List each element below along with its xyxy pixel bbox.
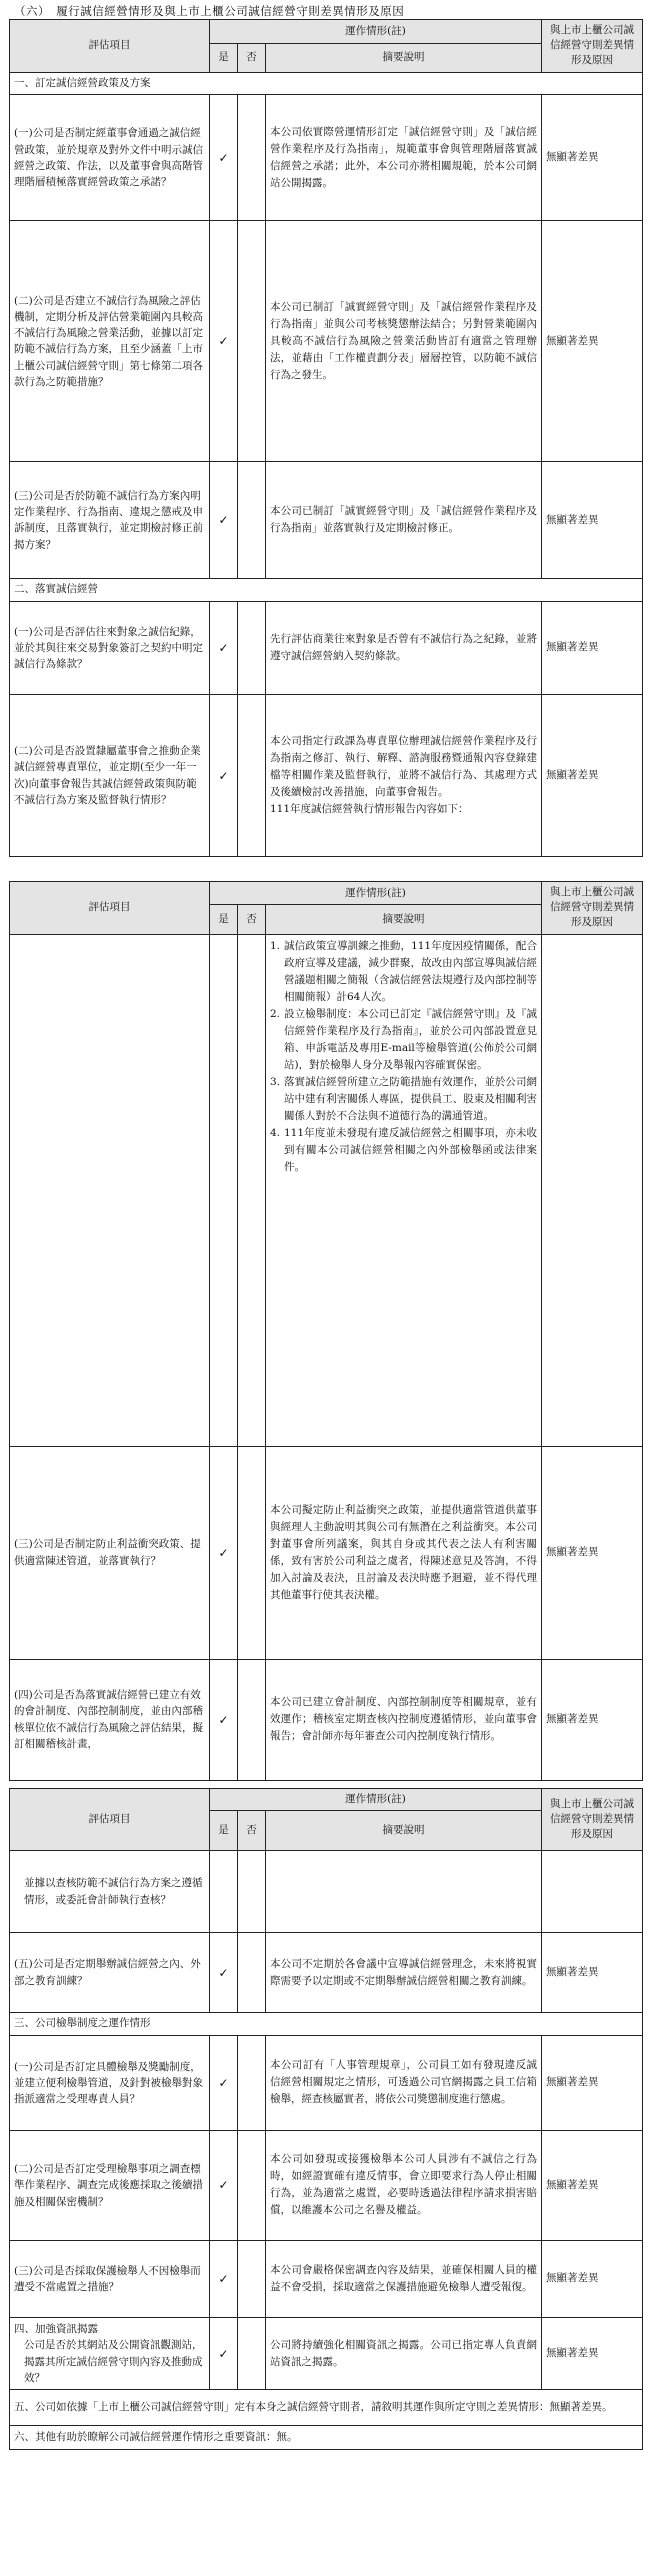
header-diff: 與上市上櫃公司誠信經營守則差異情形及原因: [542, 1789, 643, 1851]
header-diff: 與上市上櫃公司誠信經營守則差異情形及原因: [542, 20, 643, 73]
header-diff: 與上市上櫃公司誠信經營守則差異情形及原因: [542, 882, 643, 935]
section-heading: 四、加強資訊揭露: [14, 2322, 98, 2335]
list-item: [270, 1006, 537, 1074]
list-text: 落實誠信經營所建立之防範措施有效運作，並於公司網站中建有利害關係人專區，提供員工、股東及相關利害關係人對於不合法與不道德行為的溝通管道。: [284, 1075, 537, 1122]
diff-text: 無顯著差異: [542, 95, 643, 221]
item-text: (一)公司是否訂定具體檢舉及獎勵制度，並建立便利檢舉管道，及針對被檢舉對象指派適當之受理專責人員？: [10, 2035, 210, 2130]
yes-check: ✓: [210, 221, 238, 462]
header-no: 否: [238, 905, 266, 934]
header-item: 評估項目: [10, 1789, 210, 1851]
header-no: 否: [238, 44, 266, 72]
yes-check: ✓: [210, 1446, 238, 1659]
table-part-1: [9, 19, 643, 857]
summary-text: 本公司訂有「人事管理規章」，公司員工如有發現違反誠信經營相關規定之情形，可透過公司官網揭露之員工信箱檢舉，經查核屬實者，將依公司獎懲制度進行懲處。: [266, 2035, 542, 2130]
no-cell: [238, 1659, 266, 1780]
diff-text: 無顯著差異: [542, 462, 643, 579]
diff-text: 無顯著差異: [542, 2240, 643, 2317]
list-number: 4.: [270, 1126, 281, 1139]
yes-check: ✓: [210, 2317, 238, 2389]
header-status: 運作情形(註): [210, 882, 542, 905]
yes-cell: [210, 1851, 238, 1933]
section-six-note: 六、其他有助於瞭解公司誠信經營運作情形之重要資訊：無。: [10, 2426, 643, 2450]
section-five-note: 五、公司如依據「上市上櫃公司誠信經營守則」定有本身之誠信經營守則者，請敘明其運作與所定守則之差異情形：無顯著差異。: [10, 2390, 643, 2426]
list-number: 3.: [270, 1075, 281, 1088]
yes-check: ✓: [210, 695, 238, 857]
summary-text: 公司將持續強化相關資訊之揭露。公司已指定專人負責網站資訊之揭露。: [266, 2317, 542, 2389]
table-part-3: [9, 1788, 643, 2450]
item-text-continued: 並據以查核防範不誠信行為方案之遵循情形，或委託會計師執行查核？: [10, 1851, 210, 1933]
diff-text: 無顯著差異: [542, 2035, 643, 2130]
summary-text: 本公司已制訂「誠實經營守則」及「誠信經營作業程序及行為指南」並落實執行及定期檢討修正。: [266, 462, 542, 579]
summary-list: [266, 934, 542, 1446]
header-item: 評估項目: [10, 882, 210, 935]
no-cell: [238, 695, 266, 857]
diff-text: 無顯著差異: [542, 695, 643, 857]
header-yes: 是: [210, 1811, 238, 1851]
summary-text: 本公司不定期於各會議中宣導誠信經營理念，未來將視實際需要予以定期或不定期舉辦誠信經營相關之教育訓練。: [266, 1933, 542, 2013]
yes-check: ✓: [210, 1933, 238, 2013]
item-text: (三)公司是否制定防止利益衝突政策、提供適當陳述管道，並落實執行？: [10, 1446, 210, 1659]
no-cell: [238, 2035, 266, 2130]
list-text: 111年度並未發現有違反誠信經營之相關事項，亦未收到有關本公司誠信經營相關之內外部檢舉函或法律案件。: [284, 1126, 537, 1173]
summary-text: 本公司會嚴格保密調查內容及結果，並確保相關人員的權益不會受損，採取適當之保護措施避免檢舉人遭受報復。: [266, 2240, 542, 2317]
diff-text: 無顯著差異: [542, 1446, 643, 1659]
list-number: 2.: [270, 1007, 281, 1020]
item-text: (四)公司是否為落實誠信經營已建立有效的會計制度、內部控制制度，並由內部稽核單位依不誠信行為風險之評估結果，擬訂相關稽核計畫，: [10, 1659, 210, 1780]
item-text: (二)公司是否訂定受理檢舉事項之調查標準作業程序、調查完成後應採取之後續措施及相關保密機制？: [10, 2130, 210, 2240]
header-yes: 是: [210, 905, 238, 934]
page-title: （六） 履行誠信經營情形及與上市上櫃公司誠信經營守則差異情形及原因: [14, 4, 405, 18]
list-text: 設立檢舉制度：本公司已訂定『誠信經營守則』及『誠信經營作業程序及行為指南』，並於公司內部設置意見箱、申訴電話及專用E-mail等檢舉管道(公佈於公司網站)，對於檢舉人身分及舉報內容確實保密。: [284, 1007, 537, 1071]
section-heading: 三、公司檢舉制度之運作情形: [10, 2013, 643, 2036]
no-cell: [238, 221, 266, 462]
section-heading: 一、訂定誠信經營政策及方案: [10, 72, 643, 95]
no-cell: [238, 602, 266, 695]
list-item: [270, 1074, 537, 1125]
no-cell: [238, 2317, 266, 2389]
summary-text: [266, 695, 542, 857]
summary-text-part: 本公司指定行政課為專責單位辦理誠信經營作業程序及行為指南之修訂、執行、解釋、諮詢服務暨通報內容登錄建檔等相關作業及監督執行，並將不誠信行為、其處理方式及後續檢討改善措施，向董事會報告。: [270, 735, 537, 799]
no-cell: [238, 1446, 266, 1659]
yes-check: ✓: [210, 602, 238, 695]
no-cell: [238, 2130, 266, 2240]
item-text-continued: [10, 934, 210, 1446]
table-part-2: [9, 881, 643, 1781]
item-text: (一)公司是否制定經董事會通過之誠信經營政策，並於規章及對外文件中明示誠信經營之政策、作法，以及董事會與高階管理階層積極落實經營政策之承諾？: [10, 95, 210, 221]
item-text: (二)公司是否設置隸屬董事會之推動企業誠信經營專責單位，並定期(至少一年一次)向董事會報告其誠信經營政策與防範不誠信行為方案及監督執行情形？: [10, 695, 210, 857]
item-text: (三)公司是否於防範不誠信行為方案內明定作業程序、行為指南、違規之懲戒及申訴制度，且落實執行，並定期檢討修正前揭方案？: [10, 462, 210, 579]
no-cell: [238, 934, 266, 1446]
list-number: 1.: [270, 939, 281, 952]
yes-check: ✓: [210, 462, 238, 579]
yes-check: ✓: [210, 2035, 238, 2130]
yes-check: ✓: [210, 2130, 238, 2240]
no-cell: [238, 1851, 266, 1933]
diff-text: 無顯著差異: [542, 221, 643, 462]
header-item: 評估項目: [10, 20, 210, 73]
yes-cell: [210, 934, 238, 1446]
header-summary: 摘要說明: [266, 1811, 542, 1851]
summary-text-part: 111年度誠信經營執行情形報告內容如下：: [270, 803, 469, 816]
header-status: 運作情形(註): [210, 20, 542, 44]
header-yes: 是: [210, 44, 238, 72]
no-cell: [238, 462, 266, 579]
item-text: [10, 2317, 210, 2389]
yes-check: ✓: [210, 1659, 238, 1780]
no-cell: [238, 95, 266, 221]
diff-text: 無顯著差異: [542, 2130, 643, 2240]
summary-text: 本公司擬定防止利益衝突之政策，並提供適當管道供董事與經理人主動說明其與公司有無潛在之利益衝突。本公司對董事會所列議案，與其自身或其代表之法人有利害關係，致有害於公司利益之虞者，得陳述意見及答詢，不得加入討論及表決，且討論及表決時應予迴避，並不得代理其他董事行使其表決權。: [266, 1446, 542, 1659]
section-heading: 二、落實誠信經營: [10, 579, 643, 602]
diff-text: 無顯著差異: [542, 2317, 643, 2389]
header-status: 運作情形(註): [210, 1789, 542, 1811]
list-item: [270, 1125, 537, 1176]
no-cell: [238, 1933, 266, 2013]
item-text: (一)公司是否評估往來對象之誠信紀錄，並於其與往來交易對象簽訂之契約中明定誠信行為條款？: [10, 602, 210, 695]
list-text: 誠信政策宣導訓練之推動，111年度因疫情關係，配合政府宣導及建議，減少群聚，故改由內部宣導與誠信經營議題相關之簡報（含誠信經營法規遵行及內部控制等相關簡報）計64人次。: [284, 939, 537, 1003]
summary-text: 本公司如發現或接獲檢舉本公司人員涉有不誠信之行為時，如經證實確有違反情事，會立即要求行為人停止相關行為，並為適當之處置，必要時透過法律程序請求損害賠償，以維護本公司之名譽及權益。: [266, 2130, 542, 2240]
item-text-body: 公司是否於其網站及公開資訊觀測站，揭露其所定誠信經營守則內容及推動成效？: [24, 2339, 203, 2384]
item-text: (二)公司是否建立不誠信行為風險之評估機制，定期分析及評估營業範圍內具較高不誠信行為風險之營業活動，並據以訂定防範不誠信行為方案，且至少涵蓋「上市上櫃公司誠信經營守則」第七條第二項各款行為之防範措施？: [10, 221, 210, 462]
diff-cell: [542, 934, 643, 1446]
diff-text: 無顯著差異: [542, 1659, 643, 1780]
diff-text: 無顯著差異: [542, 1933, 643, 2013]
item-text: (五)公司是否定期舉辦誠信經營之內、外部之教育訓練？: [10, 1933, 210, 2013]
summary-text: 本公司已制訂「誠實經營守則」及「誠信經營作業程序及行為指南」並與公司考核獎懲辦法結合；另對營業範圍內具較高不誠信行為風險之營業活動皆訂有適當之管理辦法，並藉由「工作權責劃分表」層層控管，以防範不誠信行為之發生。: [266, 221, 542, 462]
header-summary: 摘要說明: [266, 905, 542, 934]
list-item: [270, 938, 537, 1006]
header-summary: 摘要說明: [266, 44, 542, 72]
header-no: 否: [238, 1811, 266, 1851]
no-cell: [238, 2240, 266, 2317]
diff-text: 無顯著差異: [542, 602, 643, 695]
diff-cell: [542, 1851, 643, 1933]
yes-check: ✓: [210, 95, 238, 221]
summary-text: 先行評估商業往來對象是否曾有不誠信行為之紀錄，並將遵守誠信經營納入契約條款。: [266, 602, 542, 695]
summary-text: 本公司已建立會計制度、內部控制制度等相關規章，並有效運作；稽核室定期查核內控制度遵循情形，並向董事會報告；會計師亦每年審查公司內控制度執行情形。: [266, 1659, 542, 1780]
item-text: (三)公司是否採取保護檢舉人不因檢舉而遭受不當處置之措施？: [10, 2240, 210, 2317]
summary-cell: [266, 1851, 542, 1933]
yes-check: ✓: [210, 2240, 238, 2317]
summary-text: 本公司依實際營運情形訂定「誠信經營守則」及「誠信經營作業程序及行為指南」，規範董事會與管理階層落實誠信經營之承諾；此外，本公司亦將相關規範，於本公司網站公開揭露。: [266, 95, 542, 221]
